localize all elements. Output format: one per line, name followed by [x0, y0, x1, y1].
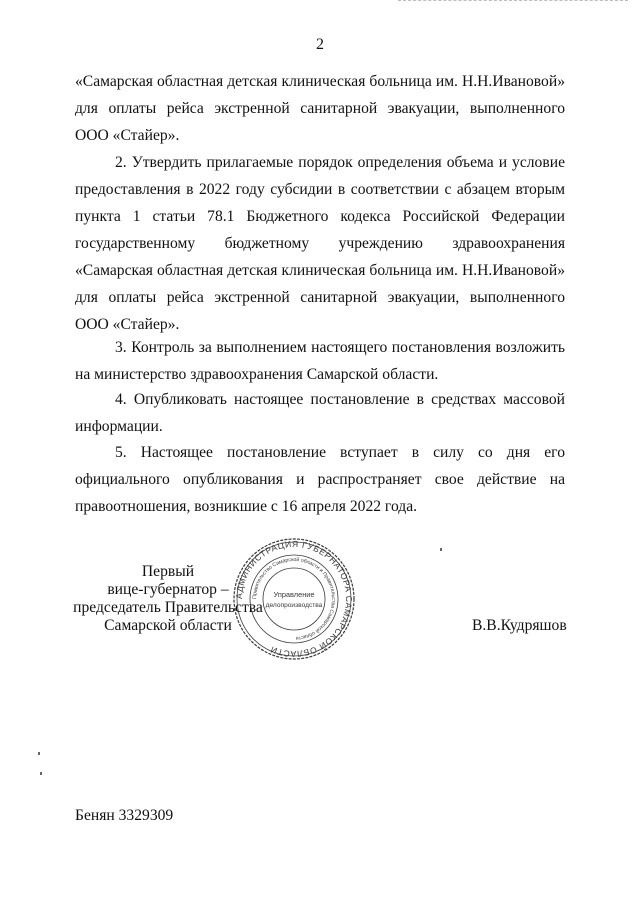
body-line: государственному бюджетному учреждению здравоохранения [75, 235, 565, 252]
top-scan-rule [398, 0, 628, 2]
scan-speck [40, 772, 42, 775]
body-line: «Самарская областная детская клиническая больница им. Н.Н.Ивановой» [75, 73, 565, 90]
stamp-center-line: Управление [273, 590, 315, 599]
body-line: для оплаты рейса экстренной санитарной эвакуации, выполненного [75, 289, 565, 306]
body-line: 5. Настоящее постановление вступает в силу со дня его [115, 444, 565, 461]
official-stamp [232, 537, 356, 661]
body-line: для оплаты рейса экстренной санитарной эвакуации, выполненного [75, 100, 565, 117]
signer-title-line: вице-губернатор – [107, 581, 229, 598]
body-line: 2. Утвердить прилагаемые порядок определения объема и условие [115, 154, 565, 171]
scan-speck [38, 752, 40, 755]
body-line: 3. Контроль за выполнением настоящего постановления возложить [115, 339, 565, 356]
signer-title-line: председатель Правительства [73, 599, 263, 616]
body-line: ООО «Стайер». [75, 127, 180, 144]
body-line: «Самарская областная детская клиническая больница им. Н.Н.Ивановой» [75, 262, 565, 279]
signer-name: В.В.Кудряшов [472, 617, 567, 634]
body-line: официального опубликования и распространяет свое действие на [75, 471, 565, 488]
signer-title-line: Самарской области [104, 617, 232, 634]
signer-title-line: Первый [141, 563, 195, 580]
stamp-center-line: делопроизводства [265, 602, 323, 609]
scan-speck [440, 548, 442, 551]
stamp-outer-text: АДМИНИСТРАЦИЯ ГУБЕРНАТОРА САМАРСКОЙ ОБЛАСТИ [233, 538, 355, 660]
body-line: предоставления в 2022 году субсидии в соответствии с абзацем вторым [75, 181, 565, 198]
stamp-inner-text: Правительство Самарской области и Правительства Самарской области [251, 556, 337, 641]
body-line: правоотношения, возникшие с 16 апреля 2022 года. [75, 498, 418, 515]
executor-line: Бенян 3329309 [75, 807, 174, 824]
body-line: на министерство здравоохранения Самарской области. [75, 366, 439, 383]
body-line: информации. [75, 418, 163, 435]
body-line: ООО «Стайер». [75, 316, 180, 333]
body-line: 4. Опубликовать настоящее постановление в средствах массовой [115, 391, 565, 408]
page-number: 2 [316, 36, 324, 53]
body-line: пункта 1 статьи 78.1 Бюджетного кодекса Российской Федерации [75, 208, 565, 225]
